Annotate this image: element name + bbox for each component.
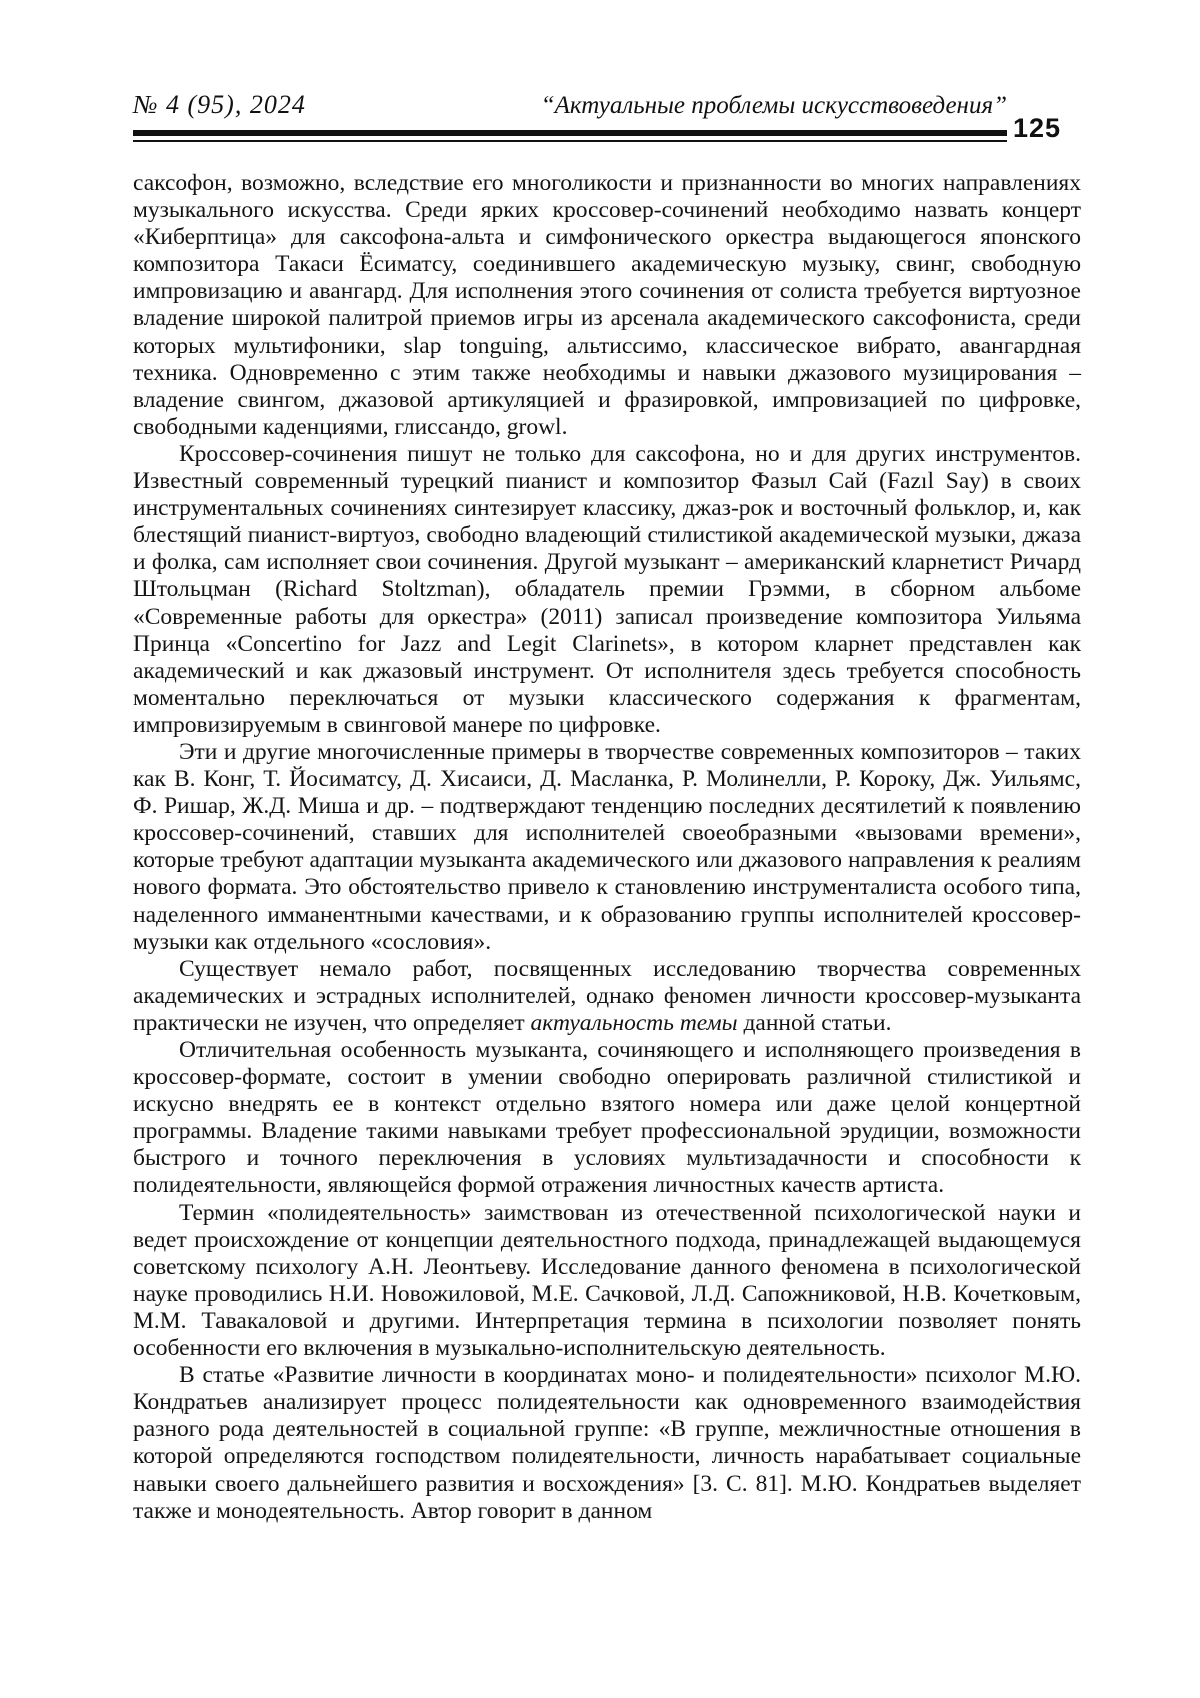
paragraph-4 bbox=[133, 956, 1081, 1037]
header-journal-title: “Актуальные проблемы искусствоведения” bbox=[540, 92, 1007, 119]
page-number: 125 bbox=[1013, 113, 1062, 143]
paragraph-5: Отличительная особенность музыканта, сочиняющего и исполняющего произведения в кроссовер-формате, состоит в умении свободно оперировать различной стилистикой и искусно внедрять ее в контекст отдельно взятого номера или даже целой концертной программы. Владение такими навыками требует профессиональной эрудиции, возможности быстрого и точного переключения в условиях мультизадачности и способности к полидеятельности, являющейся формой отражения личностных качеств артиста. bbox=[133, 1037, 1081, 1199]
paragraph-4-text-end: данной статьи. bbox=[737, 1009, 892, 1036]
paragraph-1: саксофон, возможно, вследствие его многоликости и признанности во многих направлениях музыкального искусства. Среди ярких кроссовер-сочинений необходимо назвать концерт «Киберптица» для саксофона-альта и симфонического оркестра выдающегося японского композитора Такаси Ёсиматсу, соединившего академическую музыку, свинг, свободную импровизацию и авангард. Для исполнения этого сочинения от солиста требуется виртуозное владение широкой палитрой приемов игры из арсенала академического саксофониста, среди которых мультифоники, slap tonguing, альтиссимо, классическое вибрато, авангардная техника. Одновременно с этим также необходимы и навыки джазового музицирования – владение свингом, джазовой артикуляцией и фразировкой, импровизацией по цифровке, свободными каденциями, глиссандо, growl. bbox=[133, 170, 1081, 440]
paragraph-3: Эти и другие многочисленные примеры в творчестве современных композиторов – таких как В. Конг, Т. Йосиматсу, Д. Хисаиси, Д. Масланка, Р. Молинелли, Р. Короку, Дж. Уильямс, Ф. Ришар, Ж.Д. Миша и др. – подтверждают тенденцию последних десятилетий к появлению кроссовер-сочинений, ставших для исполнителей своеобразными «вызовами времени», которые требуют адаптации музыканта академического или джазового направления к реалиям нового формата. Это обстоятельство привело к становлению инструменталиста особого типа, наделенного имманентными качествами, и к образованию группы исполнителей кроссовер-музыки как отдельного «сословия». bbox=[133, 738, 1081, 955]
header-issue-number: № 4 (95), 2024 bbox=[133, 90, 306, 119]
paragraph-4-italic-phrase: актуальность темы bbox=[530, 1009, 738, 1036]
header-rule-thick bbox=[133, 130, 1007, 136]
paragraph-2: Кроссовер-сочинения пишут не только для саксофона, но и для других инструментов. Известный современный турецкий пианист и композитор Фазыл Сай (Fazıl Say) в своих инструментальных сочинениях синтезирует классику, джаз-рок и восточный фольклор, и, как блестящий пианист-виртуоз, свободно владеющий стилистикой академической музыки, джаза и фолка, сам исполняет свои сочинения. Другой музыкант – американский кларнетист Ричард Штольцман (Richard Stoltzman), обладатель премии Грэмми, в сборном альбоме «Современные работы для оркестра» (2011) записал произведение композитора Уильяма Принца «Concertino for Jazz and Legit Clarinets», в котором кларнет представлен как академический и как джазовый инструмент. От исполнителя здесь требуется способность моментально переключаться от музыки классического содержания к фрагментам, импровизируемым в свинговой манере по цифровке. bbox=[133, 440, 1081, 738]
paragraph-7: В статье «Развитие личности в координатах моно- и полидеятельности» психолог М.Ю. Кондратьев анализирует процесс полидеятельности как одновременного взаимодействия разного рода деятельностей в социальной группе: «В группе, межличностные отношения в которой определяются господством полидеятельности, личность нарабатывает социальные навыки своего дальнейшего развития и восхождения» [3. С. 81]. М.Ю. Кондратьев выделяет также и монодеятельность. Автор говорит в данном bbox=[133, 1362, 1081, 1524]
paragraph-6: Термин «полидеятельность» заимствован из отечественной психологической науки и ведет происхождение от концепции деятельностного подхода, принадлежащей выдающемуся советскому психологу А.Н. Леонтьеву. Исследование данного феномена в психологической науке проводились Н.И. Новожиловой, М.Е. Сачковой, Л.Д. Сапожниковой, Н.В. Кочетковым, М.М. Тавакаловой и другими. Интерпретация термина в психологии позволяет понять особенности его включения в музыкально-исполнительскую деятельность. bbox=[133, 1199, 1081, 1362]
paragraph-4-text: Существует немало работ, посвященных исследованию творчества современных академических и эстрадных исполнителей, однако феномен личности кроссовер-музыканта практически не изучен, что определяет bbox=[133, 955, 1081, 1036]
header-rule-thin bbox=[133, 140, 1007, 142]
article-body bbox=[133, 170, 1081, 1525]
